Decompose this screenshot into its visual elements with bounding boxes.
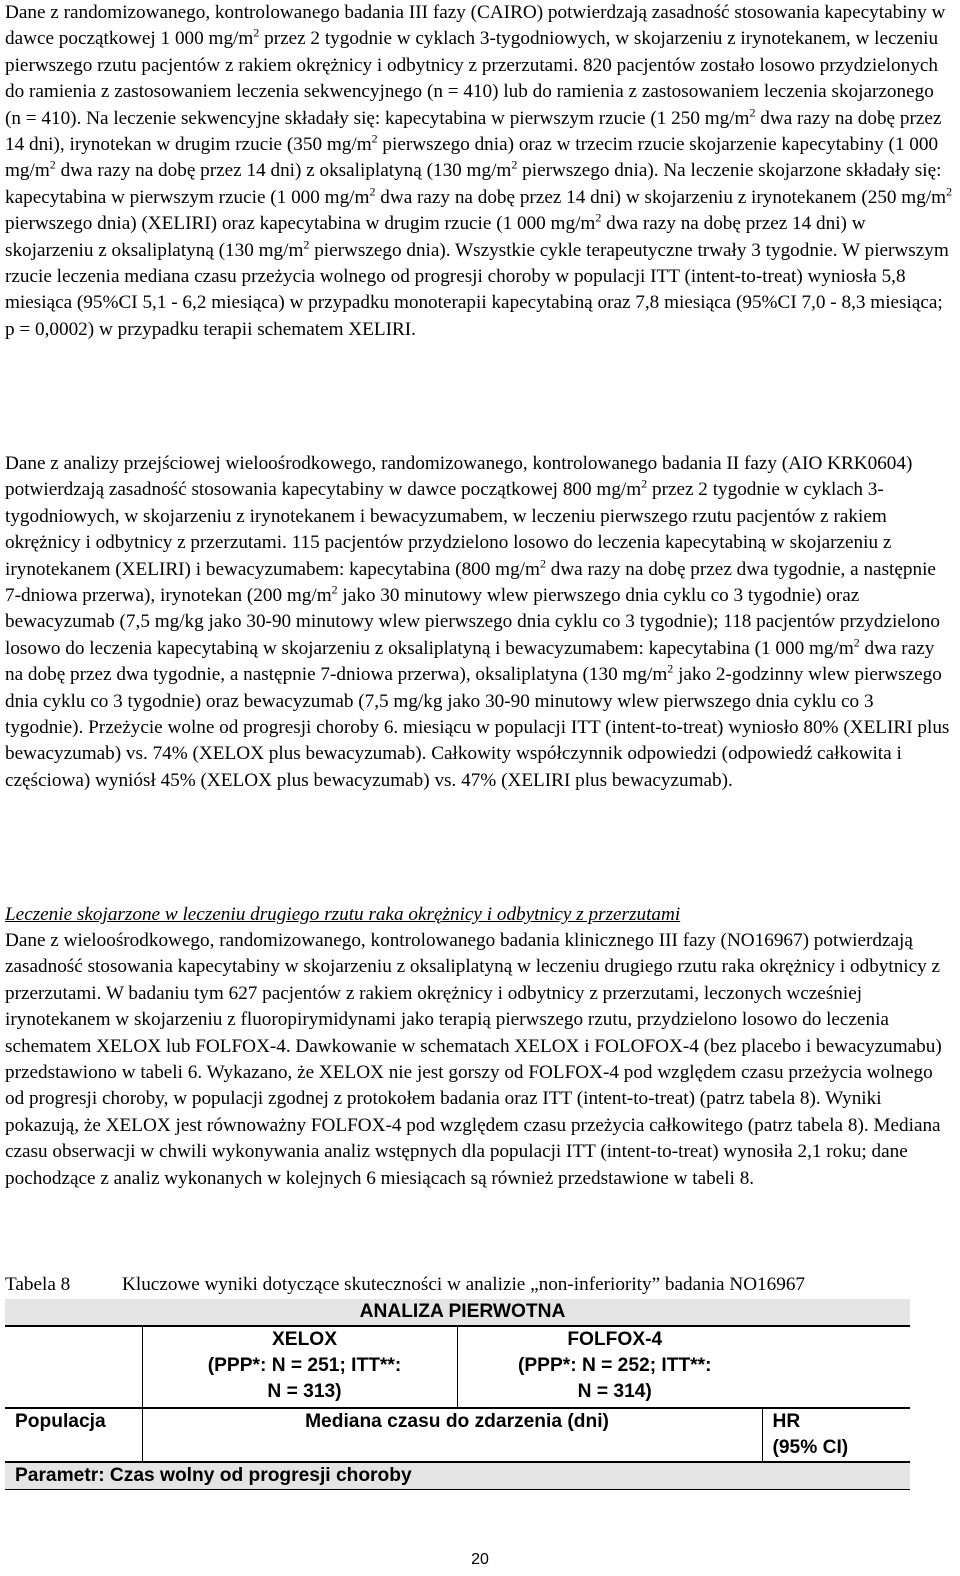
hr-header	[762, 1408, 910, 1462]
section-heading: Leczenie skojarzone w leczeniu drugiego rzutu raka okrężnicy i odbytnicy z przerzutami	[5, 904, 681, 925]
hr-label: HR	[772, 1411, 801, 1432]
table-label: Tabela 8	[5, 1274, 71, 1295]
paragraph-no16967: Dane z wieloośrodkowego, randomizowanego, kontrolowanego badania klinicznego III fazy (NO16967) potwierdzają zasadność stosowania kapecytabiny w skojarzeniu z oksaliplatyną w leczeniu drugiego rzutu raka okrężnicy i odbytnicy z przerzutami. W badaniu tym 627 pacjentów z rakiem okrężnicy i odbytnicy z przerzutami, leczonych wcześniej irynotekanem w skojarzeniu z fluoropirymidynami jako terapią pierwszego rzutu, przydzielono losowo do leczenia schematem XELOX lub FOLFOX-4. Dawkowanie w schematach XELOX i FOLOFOX-4 (bez placebo i bewacyzumabu) przedstawiono w tabeli 6. Wykazano, że XELOX nie jest gorszy od FOLFOX-4 pod względem czasu przeżycia wolnego od progresji choroby, w populacji zgodnej z protokołem badania oraz ITT (intent-to-treat) (patrz tabela 8). Wyniki pokazują, że XELOX jest równoważny FOLFOX-4 pod względem czasu przeżycia całkowitego (patrz tabela 8). Mediana czasu obserwacji w chwili wykonywania analiz wstępnych dla populacji ITT (intent-to-treat) wynosiła 2,1 roku; dane pochodzące z analiz wykonanych w kolejnych 6 miesiącach są również przedstawione w tabeli 8.	[5, 930, 942, 1189]
folfox-itt: N = 314)	[577, 1381, 652, 1402]
xelox-arm-cell	[142, 1326, 457, 1408]
population-header: Populacja	[5, 1408, 142, 1462]
median-header: Mediana czasu do zdarzenia (dni)	[142, 1408, 762, 1462]
page-number: 20	[471, 1551, 489, 1568]
empty-cell	[5, 1326, 142, 1408]
parameter-row-label: Parametr: Czas wolny od progresji choroby	[5, 1462, 910, 1490]
table-row	[5, 1408, 910, 1462]
xelox-name: XELOX	[271, 1329, 338, 1350]
xelox-counts: (PPP*: N = 251; ITT**:	[207, 1355, 402, 1376]
table-title: Kluczowe wyniki dotyczące skuteczności w analizie „non-inferiority” badania NO16967	[122, 1274, 806, 1295]
table-row	[5, 1462, 910, 1490]
paragraph-cairo: Dane z randomizowanego, kontrolowanego badania III fazy (CAIRO) potwierdzają zasadność stosowania kapecytabiny w dawce początkowej 1 000 $mg/m^2$ przez 2 tygodnie w cyklach 3-tygodniowych, w skojarzeniu z irynotekanem, w leczeniu pierwszego rzutu pacjentów z rakiem okrężnicy i odbytnicy z przerzutami. 820 pacjentów zostało losowo przydzielonych do ramienia z zastosowaniem leczenia sekwencyjnego (n = 410) lub do ramienia z zastosowaniem leczenia skojarzonego (n = 410). Na leczenie sekwencyjne składały się: kapecytabina w pierwszym rzucie (1 250 $mg/m^2$ dwa razy na dobę przez 14 dni), irynotekan w drugim rzucie (350 $mg/m^2$ pierwszego dnia) oraz w trzecim rzucie skojarzenie kapecytabiny (1 000 $mg/m^2$ dwa razy na dobę przez 14 dni) z oksaliplatyną (130 $mg/m^2$ pierwszego dnia). Na leczenie skojarzone składały się: kapecytabina w pierwszym rzucie (1 000 $mg/m^2$ dwa razy na dobę przez 14 dni) w skojarzeniu z irynotekanem (250 $mg/m^2$ pierwszego dnia) (XELIRI) oraz kapecytabina w drugim rzucie (1 000 $mg/m^2$ dwa razy na dobę przez 14 dni) w skojarzeniu z oksaliplatyną (130 $mg/m^2$ pierwszego dnia). Wszystkie cykle terapeutyczne trwały 3 tygodnie. W pierwszym rzucie leczenia mediana czasu przeżycia wolnego od progresji choroby w populacji ITT (intent-to-treat) wyniosła 5,8 miesiąca (95%CI 5,1 - 6,2 miesiąca) w przypadku monoterapii kapecytabiną oraz 7,8 miesiąca (95%CI 7,0 - 8,3 miesiąca; p = 0,0002) w przypadku terapii schematem XELIRI.	[5, 2, 953, 340]
folfox-counts: (PPP*: N = 252; ITT**:	[517, 1355, 712, 1376]
table-row	[5, 1299, 910, 1326]
analysis-header: ANALIZA PIERWOTNA	[5, 1299, 910, 1326]
empty-cell	[762, 1326, 910, 1408]
folfox-name: FOLFOX-4	[567, 1329, 663, 1350]
folfox-arm-cell	[457, 1326, 762, 1408]
hr-ci-label: (95% CI)	[772, 1437, 849, 1458]
results-table	[5, 1299, 910, 1490]
xelox-itt: N = 313)	[267, 1381, 342, 1402]
table-row	[5, 1326, 910, 1408]
paragraph-aio-krk0604: Dane z analizy przejściowej wieloośrodkowego, randomizowanego, kontrolowanego badania II fazy (AIO KRK0604) potwierdzają zasadność stosowania kapecytabiny w dawce początkowej 800 $mg/m^2$ przez 2 tygodnie w cyklach 3-tygodniowych, w skojarzeniu z irynotekanem i bewacyzumabem, w leczeniu pierwszego rzutu pacjentów z rakiem okrężnicy i odbytnicy z przerzutami. 115 pacjentów przydzielono losowo do leczenia kapecytabiną w skojarzeniu z irynotekanem (XELIRI) i bewacyzumabem: kapecytabina (800 $mg/m^2$ dwa razy na dobę przez dwa tygodnie, a następnie 7-dniowa przerwa), irynotekan (200 $mg/m^2$ jako 30 minutowy wlew pierwszego dnia cyklu co 3 tygodnie) oraz bewacyzumab (7,5 mg/kg jako 30-90 minutowy wlew pierwszego dnia cyklu co 3 tygodnie); 118 pacjentów przydzielono losowo do leczenia kapecytabiną w skojarzeniu z oksaliplatyną i bewacyzumabem: kapecytabina (1 000 $mg/m^2$ dwa razy na dobę przez dwa tygodnie, a następnie 7-dniowa przerwa), oksaliplatyna (130 $mg/m^2$ jako 2-godzinny wlew pierwszego dnia cyklu co 3 tygodnie) oraz bewacyzumab (7,5 mg/kg jako 30-90 minutowy wlew pierwszego dnia cyklu co 3 tygodnie). Przeżycie wolne od progresji choroby 6. miesiącu w populacji ITT (intent-to-treat) wyniosło 80% (XELIRI plus bewacyzumab) vs. 74% (XELOX plus bewacyzumab). Całkowity współczynnik odpowiedzi (odpowiedź całkowita i częściowa) wyniósł 45% (XELOX plus bewacyzumab) vs. 47% (XELIRI plus bewacyzumab).	[5, 453, 950, 791]
